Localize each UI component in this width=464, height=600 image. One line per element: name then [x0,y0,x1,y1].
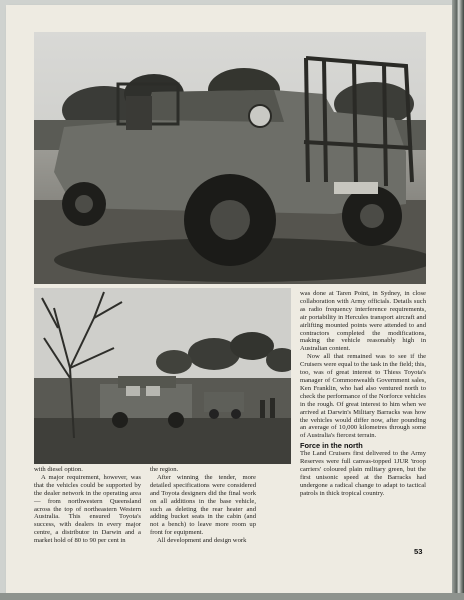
page-number: 53 [414,547,423,556]
paragraph: All development and design work [157,537,247,545]
section-subhead: Force in the north [300,441,363,451]
paragraph: with diesel option. [34,466,83,473]
landcruiser-photo-image [34,32,426,284]
article-column-3 [300,290,426,498]
paragraph: was done at Taren Point, in Sydney, in close collaboration with Army officials. Details such as radio frequency interference requirements, air portability in Hercules transport aircraft and airlifting mounted points were attended to and contractors completed the modifications, making the vehicle reasonably high in Australian content. [300,290,426,353]
landcruiser-photo [34,32,426,284]
scan-bottom-strip [0,593,464,600]
paragraph: Now all that remained was to see if the Cruisers were equal to the task in the field; this, too, was of great interest to Thiess Toyota's manager of Commonwealth Government sales, Ken Franklin, who had also ventured north to check the performance of the Norforce vehicles in the rough. Of great interest to him when we arrived at Darwin's Military Barracks was how the vehicles would differ now, after pounding an average of 10,000 kilometres through some of Australia's fiercest terrain. [300,353,426,440]
landcruiser-field-photo-image [34,288,291,464]
paragraph: the region. [150,466,179,473]
paragraph: The Land Cruisers first delivered to the Army Reserves were full canvas-topped 1JUR 'troop carriers' coloured plain military green, but the first unisonic speed at the Barracks had undergone a radical change to adapt to tactical patrols in thick tropical country. [300,450,426,497]
article-column-2 [150,466,256,545]
page-binding-edge [452,0,464,600]
paragraph: After winning the tender, more detailed specifications were considered and Toyota designers did the final work on all additions in the base vehicle, such as deleting the rear heater and adding bucket seats in the cabin (and not a bench) to leave more room up front for equipment. [150,473,256,537]
article-column-1 [34,466,141,545]
paragraph: A major requirement, however, was that the vehicles could be supported by the dealer network in the operating area — from northwestern Queensland across the top of northeastern Western Australia. This ensured Toyota's success, with dealers in every major centre, a distributor in Darwin and a market hold of 80 to 90 per cent in [34,473,141,545]
landcruiser-field-photo [34,288,291,464]
